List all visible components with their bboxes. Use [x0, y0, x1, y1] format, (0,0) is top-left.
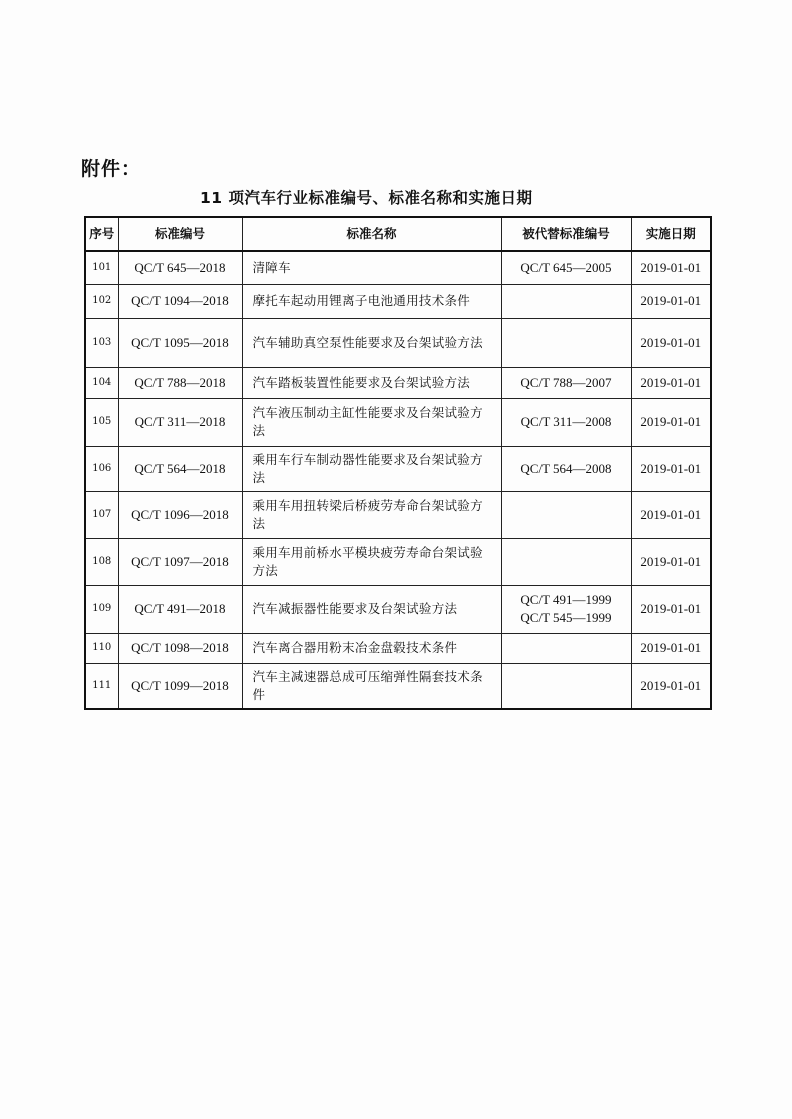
row-code: QC/T 311—2018	[118, 398, 242, 446]
header-date: 实施日期	[631, 217, 711, 251]
table-row	[85, 491, 711, 538]
row-replaced	[501, 446, 631, 491]
row-date: 2019-01-01	[631, 633, 711, 663]
replaced-code: QC/T 545—1999	[520, 610, 612, 625]
table-row	[85, 446, 711, 491]
row-name: 清障车	[242, 251, 501, 284]
row-replaced	[501, 663, 631, 709]
row-date: 2019-01-01	[631, 367, 711, 398]
row-date: 2019-01-01	[631, 251, 711, 284]
row-replaced	[501, 251, 631, 284]
row-date: 2019-01-01	[631, 491, 711, 538]
row-seq: 111	[85, 663, 118, 709]
row-date: 2019-01-01	[631, 538, 711, 585]
row-name: 汽车主减速器总成可压缩弹性隔套技术条件	[242, 663, 501, 709]
row-code: QC/T 1098—2018	[118, 633, 242, 663]
row-name: 汽车辅助真空泵性能要求及台架试验方法	[242, 318, 501, 367]
table-row	[85, 284, 711, 318]
row-code: QC/T 491—2018	[118, 585, 242, 633]
row-date: 2019-01-01	[631, 446, 711, 491]
replaced-code: QC/T 491—1999	[520, 592, 612, 607]
row-date: 2019-01-01	[631, 318, 711, 367]
table-header-row	[85, 217, 711, 251]
header-name: 标准名称	[242, 217, 501, 251]
header-replaced: 被代替标准编号	[501, 217, 631, 251]
replaced-code: QC/T 788—2007	[520, 374, 612, 390]
row-seq: 109	[85, 585, 118, 633]
row-code: QC/T 1095—2018	[118, 318, 242, 367]
row-name: 乘用车用扭转梁后桥疲劳寿命台架试验方法	[242, 491, 501, 538]
row-replaced	[501, 318, 631, 367]
table-row	[85, 251, 711, 284]
row-seq: 110	[85, 633, 118, 663]
row-name: 乘用车用前桥水平模块疲劳寿命台架试验方法	[242, 538, 501, 585]
table-row	[85, 538, 711, 585]
row-seq: 105	[85, 398, 118, 446]
row-date: 2019-01-01	[631, 663, 711, 709]
row-seq: 101	[85, 251, 118, 284]
row-code: QC/T 1099—2018	[118, 663, 242, 709]
table-row	[85, 633, 711, 663]
row-seq: 107	[85, 491, 118, 538]
row-replaced	[501, 491, 631, 538]
row-seq: 108	[85, 538, 118, 585]
row-name: 摩托车起动用锂离子电池通用技术条件	[242, 284, 501, 318]
row-code: QC/T 1096—2018	[118, 491, 242, 538]
row-seq: 103	[85, 318, 118, 367]
document-title: 11 项汽车行业标准编号、标准名称和实施日期	[200, 189, 533, 207]
row-seq: 104	[85, 367, 118, 398]
table-row	[85, 318, 711, 367]
table-row	[85, 398, 711, 446]
row-name: 乘用车行车制动器性能要求及台架试验方法	[242, 446, 501, 491]
row-date: 2019-01-01	[631, 585, 711, 633]
row-replaced	[501, 284, 631, 318]
row-name: 汽车离合器用粉末冶金盘毂技术条件	[242, 633, 501, 663]
replaced-code: QC/T 645—2005	[520, 259, 612, 275]
table-row	[85, 663, 711, 709]
row-date: 2019-01-01	[631, 284, 711, 318]
table-row	[85, 367, 711, 398]
table-row	[85, 585, 711, 633]
header-seq: 序号	[85, 217, 118, 251]
header-code: 标准编号	[118, 217, 242, 251]
attachment-label: 附件：	[81, 158, 142, 180]
row-replaced	[501, 538, 631, 585]
row-name: 汽车液压制动主缸性能要求及台架试验方法	[242, 398, 501, 446]
row-seq: 102	[85, 284, 118, 318]
row-replaced	[501, 633, 631, 663]
row-code: QC/T 1097—2018	[118, 538, 242, 585]
row-code: QC/T 788—2018	[118, 367, 242, 398]
row-date: 2019-01-01	[631, 398, 711, 446]
row-name: 汽车踏板装置性能要求及台架试验方法	[242, 367, 501, 398]
row-code: QC/T 1094—2018	[118, 284, 242, 318]
standards-table	[84, 216, 712, 710]
replaced-code: QC/T 311—2008	[520, 414, 612, 429]
row-code: QC/T 564—2018	[118, 446, 242, 491]
row-replaced	[501, 367, 631, 398]
row-code: QC/T 645—2018	[118, 251, 242, 284]
replaced-code: QC/T 564—2008	[520, 460, 612, 476]
row-seq: 106	[85, 446, 118, 491]
row-name: 汽车减振器性能要求及台架试验方法	[242, 585, 501, 633]
row-replaced	[501, 585, 631, 633]
row-replaced	[501, 398, 631, 446]
